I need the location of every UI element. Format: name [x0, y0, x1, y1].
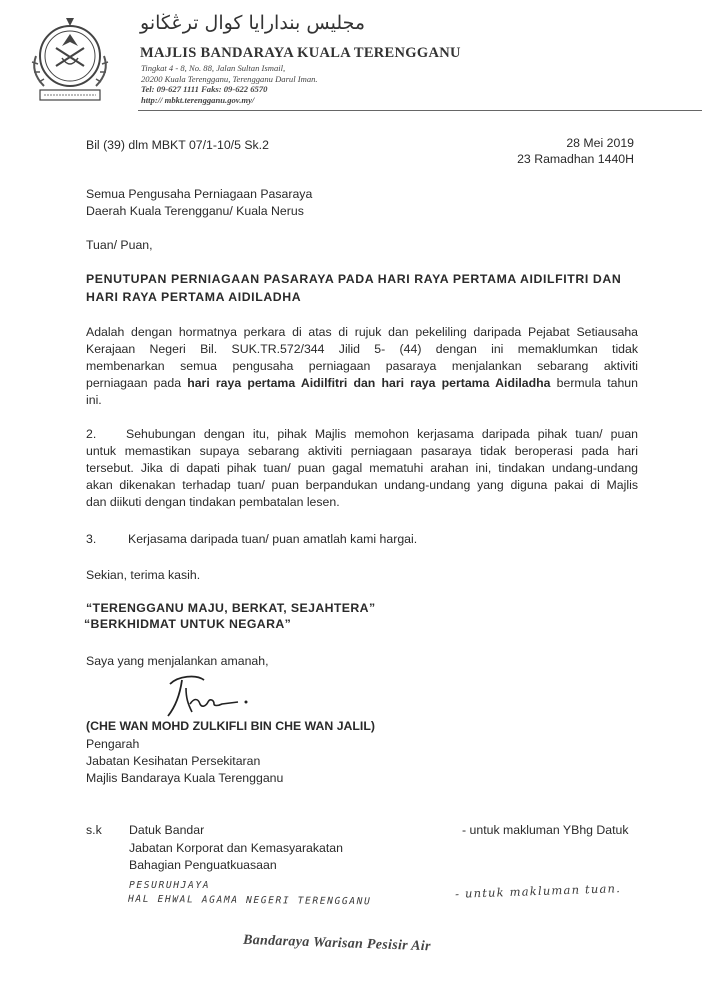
- paragraph-2-number: 2.: [86, 427, 97, 441]
- paragraph-1-line: [86, 375, 638, 392]
- hijri-date: 23 Ramadhan 1440H: [517, 152, 634, 166]
- closing: Sekian, terima kasih.: [86, 568, 201, 582]
- subject-line-2: HARI RAYA PERTAMA AIDILADHA: [86, 290, 302, 304]
- letter-date: 28 Mei 2019: [566, 136, 634, 150]
- footer-motto: Bandaraya Warisan Pesisir Air: [242, 932, 431, 955]
- subject-heading: [86, 270, 641, 306]
- paragraph-3-number: 3.: [86, 532, 97, 546]
- org-name: MAJLIS BANDARAYA KUALA TERENGGANU: [140, 45, 461, 61]
- signature: [150, 668, 270, 724]
- signatory-department: Jabatan Kesihatan Persekitaran: [86, 754, 261, 768]
- cc-handwritten-1: PESURUHJAYA: [129, 880, 211, 891]
- paragraph-1: [86, 324, 638, 409]
- cc-handwritten-2: HAL EHWAL AGAMA NEGERI TERENGGANU: [127, 893, 372, 908]
- paragraph-2-line: [86, 426, 638, 443]
- cc-label: s.k: [86, 823, 102, 837]
- paragraph-1-bold-text: hari raya pertama Aidilfitri dan hari raya pertama Aidiladha: [187, 376, 551, 390]
- paragraph-2: [86, 426, 638, 511]
- signatory-title: Pengarah: [86, 737, 140, 751]
- address-line-2: 20200 Kuala Terengganu, Terengganu Darul Iman.: [141, 74, 318, 84]
- paragraph-3-text: Kerjasama daripada tuan/ puan amatlah kami hargai.: [128, 532, 418, 546]
- recipient-line-1: Semua Pengusaha Perniagaan Pasaraya: [86, 187, 313, 201]
- sign-off: Saya yang menjalankan amanah,: [86, 654, 269, 668]
- arabic-org-name: مجليس بندارايا كوال ترڠڬانو: [140, 12, 366, 34]
- cc-line-1-note: - untuk makluman YBhg Datuk: [462, 823, 629, 837]
- salutation: Tuan/ Puan,: [86, 238, 153, 252]
- letterhead-divider: [138, 110, 702, 111]
- paragraph-1-line: Adalah dengan hormatnya perkara di atas di rujuk dan pekeliling daripada Pejabat Setiausaha: [86, 325, 638, 339]
- recipient-line-2: Daerah Kuala Terengganu/ Kuala Nerus: [86, 204, 304, 218]
- slogan-line-2: “BERKHIDMAT UNTUK NEGARA”: [84, 617, 292, 631]
- paragraph-2-line: untuk memastikan supaya sebarang aktiviti perniagaan pasaraya tidak beroperasi pada hari: [86, 444, 638, 458]
- reference-number: Bil (39) dlm MBKT 07/1-10/5 Sk.2: [86, 138, 269, 152]
- cc-line-3: Bahagian Penguatkuasaan: [129, 858, 277, 872]
- paragraph-1-text: bermula tahun: [550, 376, 638, 390]
- paragraph-1-line: membenarkan semua pengusaha perniagaan pasaraya menjalankan sebarang aktiviti: [86, 359, 638, 373]
- slogan-line-1: “TERENGGANU MAJU, BERKAT, SEJAHTERA”: [86, 601, 376, 615]
- paragraph-2-text: Sehubungan dengan itu, pihak Majlis memohon kerjasama daripada pihak tuan/ puan: [126, 427, 638, 441]
- cc-line-1: Datuk Bandar: [129, 823, 205, 837]
- signatory-name: (CHE WAN MOHD ZULKIFLI BIN CHE WAN JALIL): [86, 719, 375, 733]
- paragraph-1-line: Kerajaan Negeri Bil. SUK.TR.572/344 Jilid 5- (44) dengan ini memaklumkan tidak: [86, 342, 638, 356]
- paragraph-1-text: perniagaan pada: [86, 376, 188, 390]
- majlis-crest-logo: [22, 12, 118, 108]
- signatory-organization: Majlis Bandaraya Kuala Terengganu: [86, 771, 284, 785]
- subject-line-1: PENUTUPAN PERNIAGAAN PASARAYA PADA HARI RAYA PERTAMA AIDILFITRI DAN: [86, 272, 622, 286]
- paragraph-2-line: dan diikuti dengan tindakan pembatalan lesen.: [86, 495, 340, 509]
- paragraph-3: [86, 531, 417, 547]
- address-line-1: Tingkat 4 - 8, No. 88, Jalan Sultan Ismail,: [141, 63, 286, 73]
- tel-fax: Tel: 09-627 1111 Faks: 09-622 6570: [141, 84, 268, 94]
- cc-handwritten-note: - untuk makluman tuan.: [454, 881, 622, 901]
- paragraph-1-line: ini.: [86, 393, 102, 407]
- paragraph-2-line: akan dikenakan terhadap tuan/ puan berpandukan undang-undang yang diguna pakai di Majlis: [86, 478, 638, 492]
- paragraph-2-line: tersebut. Jika di dapati pihak tuan/ puan gagal mematuhi arahan ini, tindakan undang-undang: [86, 461, 638, 475]
- website: http:// mbkt.terengganu.gov.my/: [141, 95, 255, 105]
- cc-line-2: Jabatan Korporat dan Kemasyarakatan: [129, 841, 343, 855]
